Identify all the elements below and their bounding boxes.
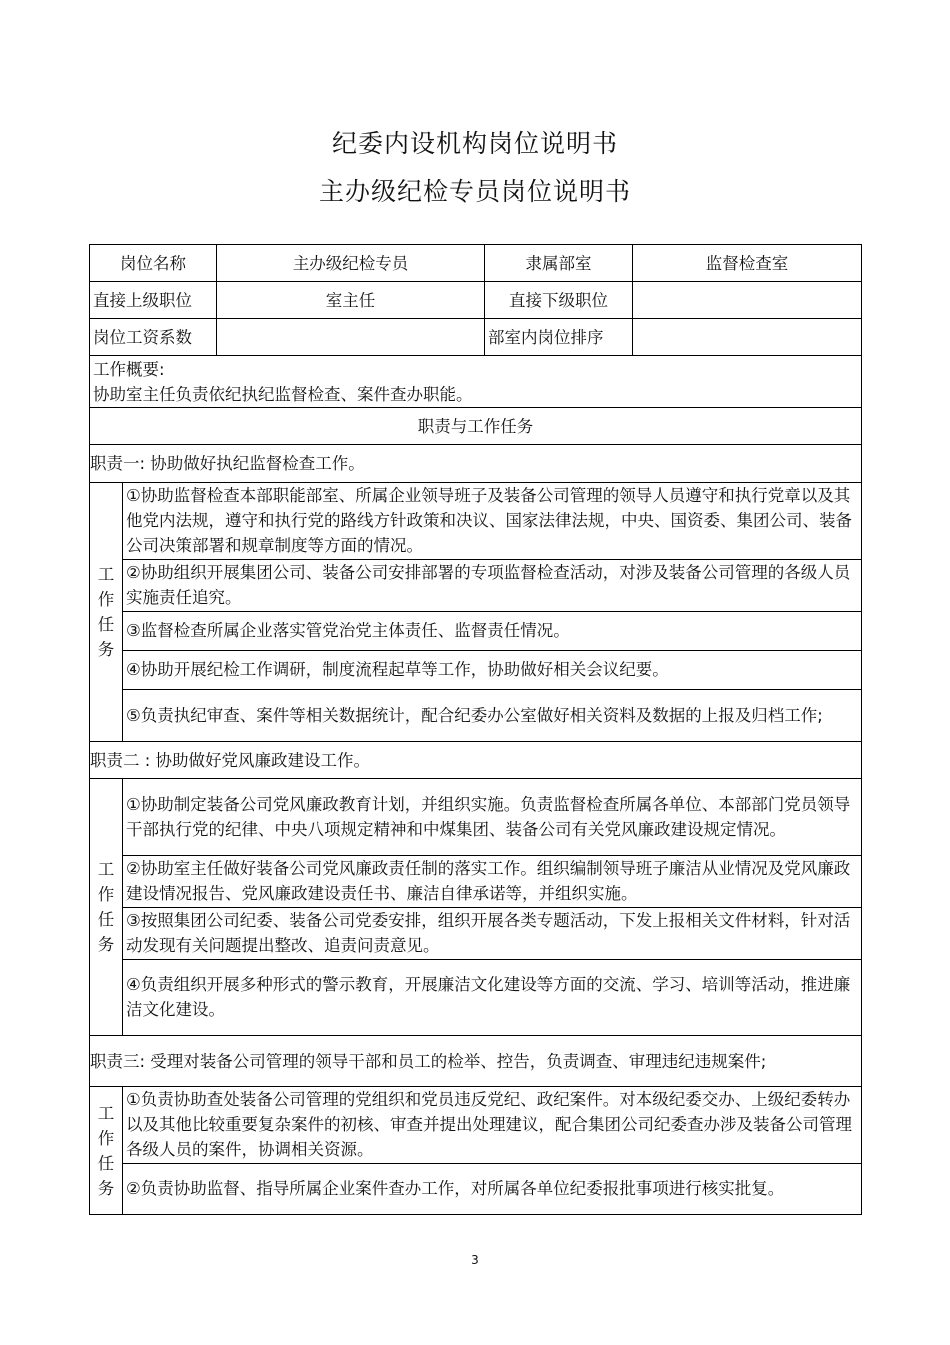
duty-3-task-1: ①负责协助查处装备公司管理的党组织和党员违反党纪、政纪案件。对本级纪委交办、上级纪委转办以及其他比较重要复杂案件的初核、审查并提出处理建议，配合集团公司纪委查办涉及装备公司管理各级人员的案件，协调相关资源。 xyxy=(123,1087,862,1164)
duty-1-task-5: ⑤负责执纪审查、案件等相关数据统计，配合纪委办公室做好相关资料及数据的上报及归档工作; xyxy=(123,690,862,742)
info-row-3 xyxy=(90,319,862,356)
salary-label: 岗位工资系数 xyxy=(90,319,217,356)
duty-1-task-1: ①协助监督检查本部职能部室、所属企业领导班子及装备公司管理的领导人员遵守和执行党章以及其他党内法规，遵守和执行党的路线方针政策和决议、国家法律法规，中央、国资委、集团公司、装备公司决策部署和规章制度等方面的情况。 xyxy=(123,483,862,560)
task-row xyxy=(90,779,862,856)
task-row xyxy=(90,690,862,742)
subordinate-label: 直接下级职位 xyxy=(485,282,633,319)
post-name-label: 岗位名称 xyxy=(90,245,217,282)
overview-label: 工作概要: xyxy=(93,359,165,379)
page-number: 3 xyxy=(471,1253,479,1267)
rank-label: 部室内岗位排序 xyxy=(485,319,633,356)
side-char: 作 xyxy=(97,590,115,609)
work-task-side-label xyxy=(90,779,123,1036)
superior-value: 室主任 xyxy=(217,282,485,319)
side-char: 任 xyxy=(97,615,115,634)
task-row xyxy=(90,612,862,651)
dept-label: 隶属部室 xyxy=(485,245,633,282)
side-char: 作 xyxy=(97,885,115,904)
side-char: 工 xyxy=(97,1103,115,1123)
side-char: 工 xyxy=(97,565,115,584)
duty-1-task-2: ②协助组织开展集团公司、装备公司安排部署的专项监督检查活动，对涉及装备公司管理的各级人员实施责任追究。 xyxy=(123,560,862,612)
duty-title-row xyxy=(90,1036,862,1087)
duty-2-task-4: ④负责组织开展多种形式的警示教育，开展廉洁文化建设等方面的交流、学习、培训等活动，推进廉洁文化建设。 xyxy=(123,960,862,1036)
salary-value xyxy=(217,319,485,356)
post-name-value: 主办级纪检专员 xyxy=(217,245,485,282)
rank-value xyxy=(633,319,862,356)
work-task-side-label xyxy=(90,483,123,742)
duty-2-task-1: ①协助制定装备公司党风廉政教育计划，并组织实施。负责监督检查所属各单位、本部部门党员领导干部执行党的纪律、中央八项规定精神和中煤集团、装备公司有关党风廉政建设规定情况。 xyxy=(123,779,862,856)
duties-header-row xyxy=(90,408,862,445)
side-char: 任 xyxy=(97,910,115,929)
document-subtitle: 主办级纪检专员岗位说明书 xyxy=(318,177,631,206)
document-title: 纪委内设机构岗位说明书 xyxy=(331,129,618,158)
job-description-table xyxy=(89,244,862,1215)
side-char: 务 xyxy=(97,935,115,954)
overview-text: 协助室主任负责依纪执纪监督检查、案件查办职能。 xyxy=(93,384,473,404)
duty-2-title: 职责二 : 协助做好党风廉政建设工作。 xyxy=(90,742,862,779)
side-char: 工 xyxy=(97,860,115,879)
task-row xyxy=(90,856,862,908)
info-row-1 xyxy=(90,245,862,282)
task-row xyxy=(90,651,862,690)
duty-1-task-3: ③监督检查所属企业落实管党治党主体责任、监督责任情况。 xyxy=(123,612,862,651)
superior-label: 直接上级职位 xyxy=(90,282,217,319)
duty-1-task-4: ④协助开展纪检工作调研，制度流程起草等工作，协助做好相关会议纪要。 xyxy=(123,651,862,690)
info-row-2 xyxy=(90,282,862,319)
side-char: 任 xyxy=(97,1153,115,1173)
duty-3-task-2: ②负责协助监督、指导所属企业案件查办工作，对所属各单位纪委报批事项进行核实批复。 xyxy=(123,1164,862,1215)
duty-3-title: 职责三: 受理对装备公司管理的领导干部和员工的检举、控告，负责调查、审理违纪违规案件; xyxy=(90,1036,862,1087)
dept-value: 监督检查室 xyxy=(633,245,862,282)
duty-title-row xyxy=(90,445,862,483)
duty-2-task-2: ②协助室主任做好装备公司党风廉政责任制的落实工作。组织编制领导班子廉洁从业情况及党风廉政建设情况报告、党风廉政建设责任书、廉洁自律承诺等，并组织实施。 xyxy=(123,856,862,908)
task-row xyxy=(90,908,862,960)
overview-row xyxy=(90,356,862,408)
duty-2-task-3: ③按照集团公司纪委、装备公司党委安排，组织开展各类专题活动，下发上报相关文件材料，针对活动发现有关问题提出整改、追责问责意见。 xyxy=(123,908,862,960)
duties-header: 职责与工作任务 xyxy=(90,408,862,445)
task-row xyxy=(90,483,862,560)
side-char: 务 xyxy=(97,640,115,659)
side-char: 务 xyxy=(97,1178,115,1198)
duty-1-title: 职责一: 协助做好执纪监督检查工作。 xyxy=(90,445,862,483)
task-row xyxy=(90,960,862,1036)
duty-title-row xyxy=(90,742,862,779)
subordinate-value xyxy=(633,282,862,319)
task-row xyxy=(90,1164,862,1215)
side-char: 作 xyxy=(97,1128,115,1148)
work-task-side-label xyxy=(90,1087,123,1215)
task-row xyxy=(90,1087,862,1164)
task-row xyxy=(90,560,862,612)
